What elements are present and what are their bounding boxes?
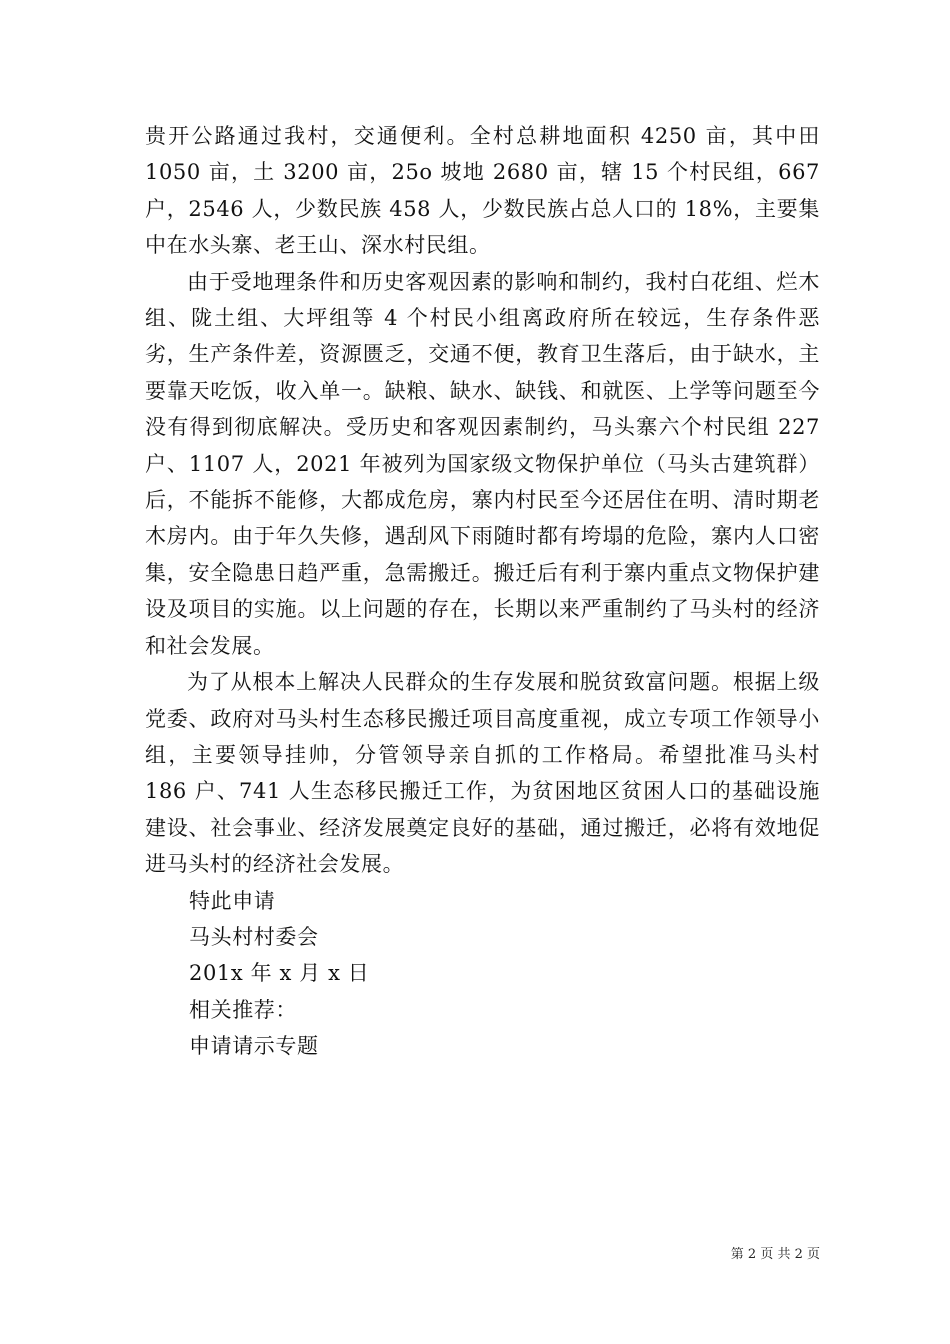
paragraph-problems: 由于受地理条件和历史客观因素的影响和制约，我村白花组、烂木组、陇土组、大坪组等 4 个村民小组离政府所在较远，生存条件恶劣，生产条件差，资源匮乏，交通不便，教育卫生落后，由于缺水，主要靠天吃饭，收入单一。缺粮、缺水、缺钱、和就医、上学等问题至今没有得到彻底解决。受历史和客观因素制约，马头寨六个村民组 227 户、1107 人，2021 年被列为国家级文物保护单位（马头古建筑群）后，不能拆不能修，大都成危房，寨内村民至今还居住在明、清时期老木房内。由于年久失修，遇刮风下雨随时都有垮塌的危险，寨内人口密集，安全隐患日趋严重，急需搬迁。搬迁后有利于寨内重点文物保护建设及项目的实施。以上问题的存在，长期以来严重制约了马头村的经济和社会发展。 (145, 269, 820, 658)
closing-salutation: 特此申请 (189, 888, 276, 913)
document-body (145, 118, 820, 1065)
related-label: 相关推荐： (189, 997, 297, 1022)
signer-name: 马头村村委会 (189, 924, 319, 949)
related-link[interactable]: 申请请示专题 (189, 1034, 319, 1059)
signing-date: 201x 年 x 月 x 日 (189, 961, 370, 986)
paragraph-request: 为了从根本上解决人民群众的生存发展和脱贫致富问题。根据上级党委、政府对马头村生态移民搬迁项目高度重视，成立专项工作领导小组，主要领导挂帅，分管领导亲自抓的工作格局。希望批准马头村 186 户、741 人生态移民搬迁工作，为贫困地区贫困人口的基础设施建设、社会事业、经济发展奠定良好的基础，通过搬迁，必将有效地促进马头村的经济社会发展。 (145, 670, 820, 877)
page-number-footer: 第 2 页 共 2 页 (730, 1247, 820, 1262)
paragraph-village-overview: 贵开公路通过我村，交通便利。全村总耕地面积 4250 亩，其中田 1050 亩，土 3200 亩，25o 坡地 2680 亩，辖 15 个村民组，667 户，2546 人，少数民族 458 人，少数民族占总人口的 18%，主要集中在水头寨、老王山、深水村民组。 (145, 124, 820, 258)
